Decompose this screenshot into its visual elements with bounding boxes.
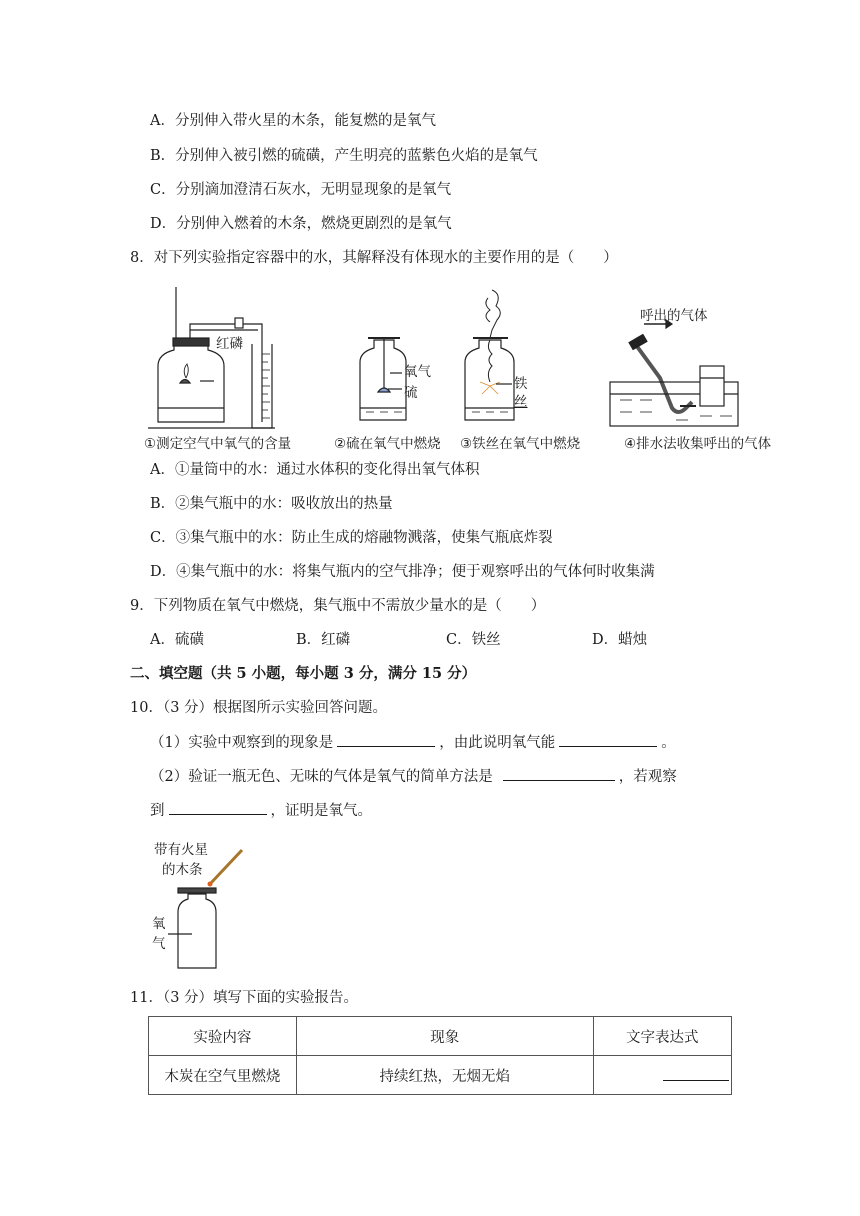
cell-content: 木炭在空气里燃烧 [149, 1056, 297, 1095]
caption-3: ③铁丝在氧气中燃烧 [460, 436, 581, 452]
answer-blank[interactable] [169, 800, 267, 815]
header-content: 实验内容 [149, 1017, 297, 1056]
section-heading: 二、填空题（共 5 小题，每小题 3 分，满分 15 分） [130, 665, 477, 682]
q9-stem: 9．下列物质在氧气中燃烧，集气瓶中不需放少量水的是（ ） [130, 598, 546, 614]
q10-figure [148, 834, 258, 974]
q10-part1-text-b: ，由此说明氧气能 [439, 735, 556, 751]
q9-option-c: C．铁丝 [446, 632, 501, 648]
q10-part1-text-c: 。 [661, 735, 676, 751]
q8-option-a: A．①量筒中的水：通过水体积的变化得出氧气体积 [150, 462, 480, 478]
answer-blank[interactable] [663, 1066, 729, 1081]
answer-blank[interactable] [337, 732, 435, 747]
q8-stem: 8．对下列实验指定容器中的水，其解释没有体现水的主要作用的是（ ） [130, 250, 618, 266]
cell-expression [593, 1056, 731, 1095]
q8-option-b: B．②集气瓶中的水：吸收放出的热量 [150, 496, 393, 512]
q10-part2-text-b: ，若观察 [618, 769, 677, 785]
q8-option-d: D．④集气瓶中的水：将集气瓶内的空气排净；便于观察呼出的气体何时收集满 [150, 564, 655, 580]
q7-option-a: A．分别伸入带火星的木条，能复燃的是氧气 [150, 113, 436, 129]
bottle-1 [158, 344, 224, 422]
caption-2: ②硫在氧气中燃烧 [334, 436, 441, 452]
experiment-report-table [148, 1016, 732, 1095]
q7-option-b: B．分别伸入被引燃的硫磺，产生明亮的蓝紫色火焰的是氧气 [150, 148, 538, 164]
label-gas-2: 气 [152, 936, 166, 952]
header-phenomenon: 现象 [296, 1017, 593, 1056]
q10-part2-text-a: （2）验证一瓶无色、无味的气体是氧气的简单方法是 [150, 769, 493, 785]
q10-stem: 10．（3 分）根据图所示实验回答问题。 [130, 700, 388, 716]
q9-option-d: D．蜡烛 [592, 632, 648, 648]
q10-part2 [150, 766, 677, 787]
answer-blank[interactable] [559, 732, 657, 747]
label-iron: 铁 [514, 376, 528, 392]
q8-option-c: C．③集气瓶中的水：防止生成的熔融物溅落，使集气瓶底炸裂 [150, 530, 553, 546]
glowing-splint [210, 850, 242, 884]
q11-stem: 11．（3 分）填写下面的实验报告。 [130, 990, 359, 1006]
q10-part2-text-c: 到 [150, 803, 165, 819]
label-sulfur: 硫 [404, 385, 418, 401]
stopper-1 [173, 338, 209, 346]
label-exhaled-gas: 呼出的气体 [640, 308, 708, 324]
q8-experiment-figure [140, 282, 800, 457]
q10-part2-cont [150, 800, 372, 821]
table-header-row [149, 1017, 732, 1056]
collecting-bottle [700, 366, 724, 406]
label-gas-1: 氧 [152, 916, 166, 932]
q10-part2-text-d: ，证明是氧气。 [270, 803, 372, 819]
q10-part1 [150, 732, 676, 753]
table-row [149, 1056, 732, 1095]
label-red-phosphorus: 红磷 [216, 336, 243, 352]
label-stick-2: 的木条 [162, 862, 203, 878]
label-stick-1: 带有火星 [154, 842, 208, 858]
q7-option-c: C．分别滴加澄清石灰水，无明显现象的是氧气 [150, 182, 452, 198]
q9-option-a: A．硫磺 [150, 632, 204, 648]
cell-phenomenon: 持续红热，无烟无焰 [296, 1056, 593, 1095]
q9-option-b: B．红磷 [296, 632, 351, 648]
label-oxygen: 氧气 [404, 364, 431, 380]
q7-option-d: D．分别伸入燃着的木条，燃烧更剧烈的是氧气 [150, 216, 452, 232]
answer-blank[interactable] [503, 766, 615, 781]
caption-4: ④排水法收集呼出的气体 [624, 436, 772, 452]
header-expression: 文字表达式 [593, 1017, 731, 1056]
gas-bottle [178, 894, 216, 968]
glass-plate [178, 888, 216, 893]
caption-1: ①测定空气中氧气的含量 [144, 436, 292, 452]
label-wire: 丝 [514, 394, 528, 410]
q10-part1-text-a: （1）实验中观察到的现象是 [150, 735, 334, 751]
